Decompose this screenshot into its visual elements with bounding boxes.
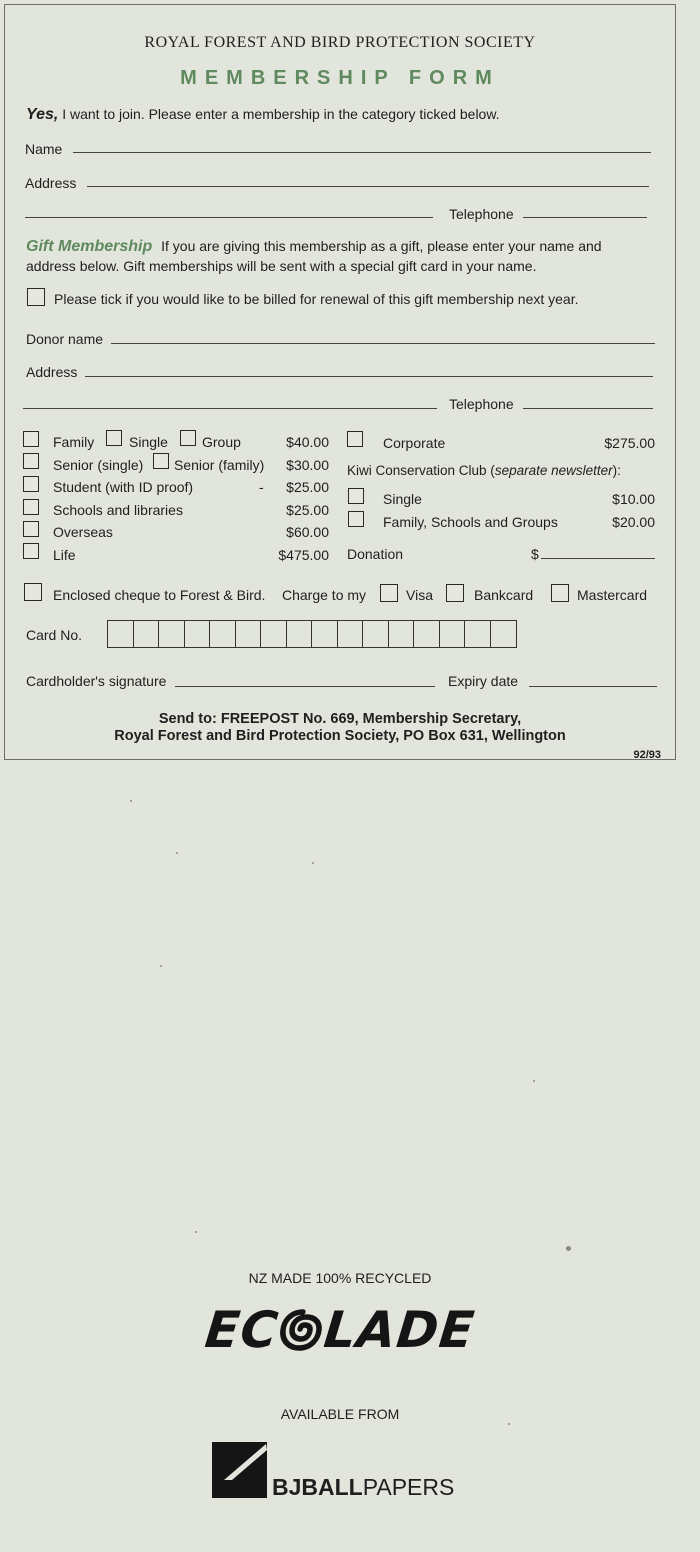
- available-from-text: AVAILABLE FROM: [280, 1406, 400, 1422]
- send-to-line-1: Send to: FREEPOST No. 669, Membership Secretary,: [158, 711, 522, 727]
- category-price: $25.00: [286, 479, 329, 495]
- paper-speck: [130, 800, 132, 802]
- category-label: Family: [53, 434, 95, 450]
- donor-address-field[interactable]: [85, 376, 653, 377]
- paper-speck: [566, 1246, 571, 1251]
- spiral-icon: [278, 1308, 325, 1352]
- expiry-label: Expiry date: [448, 673, 519, 689]
- single-label: Single: [129, 434, 168, 450]
- kiwi-single-price: $10.00: [612, 491, 655, 507]
- gift-text-2: address below. Gift memberships will be sent with a special gift card in your name.: [26, 258, 537, 274]
- address-line-2[interactable]: [25, 217, 433, 218]
- gift-line-1: [26, 238, 602, 255]
- name-label: Name: [25, 141, 63, 157]
- donor-name-field[interactable]: [111, 343, 655, 344]
- renewal-checkbox[interactable]: [27, 288, 45, 306]
- bj-ball-papers-logo: [210, 1438, 480, 1502]
- category-label: Overseas: [53, 524, 113, 540]
- kiwi-heading: [347, 463, 621, 479]
- bj-ball-wordmark: [272, 1474, 454, 1500]
- kiwi-family-label: Family, Schools and Groups: [383, 514, 558, 530]
- gift-text-1: If you are giving this membership as a gift, please enter your name and: [161, 238, 602, 254]
- category-label: Schools and libraries: [53, 502, 183, 518]
- cheque-text: Enclosed cheque to Forest & Bird.: [53, 587, 266, 603]
- schools-checkbox[interactable]: [23, 499, 39, 515]
- card-number-grid[interactable]: [107, 620, 517, 648]
- kiwi-single-checkbox[interactable]: [348, 488, 364, 504]
- category-label: Senior (single): [53, 457, 144, 473]
- corporate-checkbox[interactable]: [347, 431, 363, 447]
- bankcard-label: Bankcard: [474, 587, 534, 603]
- kiwi-heading-text: Kiwi Conservation Club (: [347, 463, 495, 478]
- address-label: Address: [25, 175, 77, 191]
- paper-speck: [533, 1080, 535, 1082]
- ecolade-logo: [200, 1300, 480, 1360]
- ecolade-brand-b: LADE: [321, 1301, 478, 1359]
- donation-currency: $: [531, 546, 539, 562]
- address-field[interactable]: [87, 186, 649, 187]
- donor-address-line-2[interactable]: [23, 408, 437, 409]
- bankcard-checkbox[interactable]: [446, 584, 464, 602]
- gift-heading: Gift Membership: [26, 238, 153, 255]
- renewal-text: Please tick if you would like to be billed for renewal of this gift membership next year.: [54, 291, 579, 307]
- senior-family-checkbox[interactable]: [153, 453, 169, 469]
- kiwi-family-price: $20.00: [612, 514, 655, 530]
- kiwi-end: ):: [612, 463, 621, 478]
- charge-text: Charge to my: [282, 587, 367, 603]
- donor-telephone-field[interactable]: [523, 408, 653, 409]
- paper-speck: [176, 852, 178, 854]
- overseas-checkbox[interactable]: [23, 521, 39, 537]
- expiry-field[interactable]: [529, 686, 657, 687]
- donation-label: Donation: [347, 546, 404, 562]
- visa-checkbox[interactable]: [380, 584, 398, 602]
- telephone-field[interactable]: [523, 217, 647, 218]
- category-price: $25.00: [286, 502, 329, 518]
- student-dash: -: [259, 479, 264, 495]
- paper-speck: [195, 1231, 197, 1233]
- donation-field[interactable]: [541, 558, 655, 559]
- bj-ball-emblem-icon: [210, 1440, 272, 1498]
- senior-family-label: Senior (family): [174, 457, 265, 473]
- telephone-label: Telephone: [449, 206, 514, 222]
- card-no-label: Card No.: [26, 627, 83, 643]
- cheque-checkbox[interactable]: [24, 583, 42, 601]
- category-price: $30.00: [286, 457, 329, 473]
- paper-speck: [160, 965, 162, 967]
- intro: [26, 106, 500, 123]
- category-price: $60.00: [286, 524, 329, 540]
- single-checkbox[interactable]: [106, 430, 122, 446]
- form-title: MEMBERSHIP FORM: [180, 67, 500, 89]
- group-checkbox[interactable]: [180, 430, 196, 446]
- life-checkbox[interactable]: [23, 543, 39, 559]
- donor-address-label: Address: [26, 364, 78, 380]
- family-checkbox[interactable]: [23, 431, 39, 447]
- group-label: Group: [202, 434, 241, 450]
- form-code: 92/93: [633, 749, 661, 761]
- kiwi-single-label: Single: [383, 491, 422, 507]
- paper-speck: [508, 1423, 510, 1425]
- donor-name-label: Donor name: [26, 331, 104, 347]
- mastercard-checkbox[interactable]: [551, 584, 569, 602]
- society-name: ROYAL FOREST AND BIRD PROTECTION SOCIETY: [144, 34, 536, 51]
- name-field[interactable]: [73, 152, 651, 153]
- membership-form: [4, 4, 676, 760]
- kiwi-family-checkbox[interactable]: [348, 511, 364, 527]
- ecolade-brand-a: EC: [202, 1301, 282, 1359]
- send-to-line-2: Royal Forest and Bird Protection Society, PO Box 631, Wellington: [114, 728, 566, 744]
- category-price: $40.00: [286, 434, 329, 450]
- signature-label: Cardholder's signature: [26, 673, 167, 689]
- paper-speck: [312, 862, 314, 864]
- visa-label: Visa: [406, 587, 433, 603]
- senior-single-checkbox[interactable]: [23, 453, 39, 469]
- kiwi-italic: separate newsletter: [494, 463, 613, 478]
- corporate-price: $275.00: [604, 435, 655, 451]
- category-label: Student (with ID proof): [53, 479, 194, 495]
- signature-field[interactable]: [175, 686, 435, 687]
- intro-text: I want to join. Please enter a membership in the category ticked below.: [62, 106, 500, 122]
- bj-ball-bold: BJBALL: [272, 1474, 363, 1500]
- donor-telephone-label: Telephone: [449, 396, 514, 412]
- category-label: Life: [53, 547, 76, 563]
- category-price: $475.00: [278, 547, 329, 563]
- student-checkbox[interactable]: [23, 476, 39, 492]
- corporate-label: Corporate: [383, 435, 446, 451]
- mastercard-label: Mastercard: [577, 587, 648, 603]
- papers-light: PAPERS: [362, 1474, 455, 1500]
- intro-yes: Yes,: [26, 106, 59, 123]
- nz-made-text: NZ MADE 100% RECYCLED: [248, 1270, 432, 1286]
